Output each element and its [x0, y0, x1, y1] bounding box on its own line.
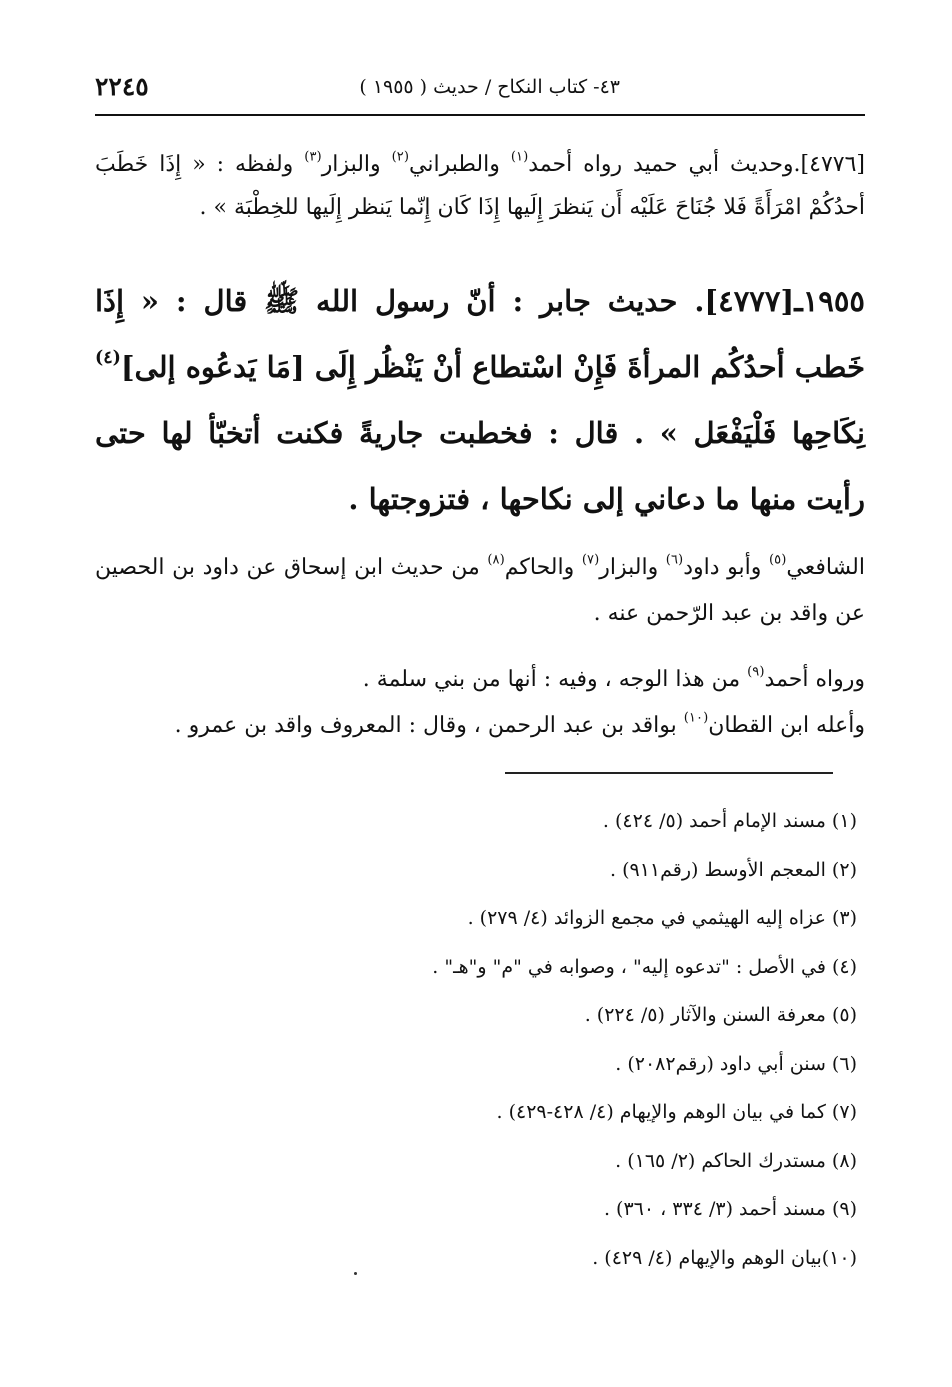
- para1-text-d: ولفظه : « إِذَا خَطَبَ أحدُكُمْ امْرَأَةً فَلا جُنَاحَ عَلَيْه أَن يَنظرَ إِلَيها إِذَا كَان إِنّما يَنظر إِلَيها للخِطْبَة » .: [95, 152, 865, 220]
- paragraph-abu-humaid: [95, 143, 865, 229]
- footnote-ref-8[interactable]: (٨): [487, 552, 505, 568]
- para4-text-b: بواقد بن عبد الرحمن ، وقال : المعروف واقد بن عمرو .: [174, 713, 684, 738]
- para3-text-b: من هذا الوجه ، وفيه : أنها من بني سلمة .: [362, 667, 748, 692]
- footnote-10: (١٠)بيان الوهم والإيهام (٤/ ٤٢٩) .: [592, 1246, 857, 1269]
- header-rule: [95, 114, 865, 116]
- footnote-separator: [505, 772, 833, 774]
- para1-text-c: والبزار: [321, 152, 392, 177]
- footnote-7: (٧) كما في بيان الوهم والإيهام (٤/ ٤٢٨-٤٢٩) .: [496, 1101, 857, 1123]
- footnote-ref-6[interactable]: (٦): [665, 552, 684, 568]
- footnote-ref-7[interactable]: (٧): [581, 552, 600, 568]
- footnote-6: (٦) سنن أبي داود (رقم٢٠٨٢) .: [615, 1052, 857, 1075]
- footnote-4: (٤) في الأصل : "تدعوه إليه" ، وصوابه في "م" و"هـ" .: [432, 955, 857, 978]
- footnote-ref-2[interactable]: (٢): [391, 149, 410, 165]
- para1-text-b: والطبراني: [409, 152, 511, 177]
- para2-text-b: وأبو داود: [683, 555, 769, 580]
- footnote-ref-1[interactable]: (١): [510, 149, 529, 165]
- footnote-5: (٥) معرفة السنن والآثار (٥/ ٢٢٤) .: [584, 1004, 857, 1026]
- footnotes-list: [157, 797, 857, 1282]
- hadith-text-a: ١٩٥٥ـ[٤٧٧٧]. حديث جابر : أنّ رسول الله ﷺ قال : « إِذَا خَطب أحدُكُم المرأةَ فَإِنْ اسْتطاع أنْ يَنْظُر إِلَى [مَا يَدعُوه إلى]: [95, 284, 865, 384]
- footnote-ref-9[interactable]: (٩): [747, 664, 765, 680]
- para2-text-a: الشافعي: [786, 555, 866, 580]
- footnote-3: (٣) عزاه إليه الهيثمي في مجمع الزوائد (٤/ ٢٧٩) .: [467, 907, 857, 929]
- para2-text-d: والحاكم: [504, 555, 582, 580]
- page-number: ٢٢٤٥: [95, 72, 149, 101]
- hadith-text-b: نِكَاحِها فَلْيَفْعَل » . قال : فخطبت جاريةً فكنت أتخبّأ لها حتى رأيت منها ما دعاني إلى نكاحها ، فتزوجتها .: [95, 416, 865, 516]
- footnote-ref-3[interactable]: (٣): [304, 149, 322, 165]
- footnote-1: (١) مسند الإمام أحمد (٥/ ٤٢٤) .: [602, 810, 857, 832]
- footnote-2: (٢) المعجم الأوسط (رقم٩١١) .: [610, 858, 857, 881]
- footnote-8: (٨) مستدرك الحاكم (٢/ ١٦٥) .: [615, 1149, 857, 1172]
- paragraph-ibn-qattan: [95, 706, 865, 746]
- para2-text-e: من حديث ابن إسحاق عن داود بن الحصين عن واقد بن عبد الرّحمن عنه .: [95, 555, 865, 626]
- print-speck: [354, 1272, 357, 1275]
- paragraph-sources: [95, 545, 865, 637]
- page-header: [95, 70, 865, 114]
- hadith-jabir: [95, 268, 865, 532]
- footnote-ref-4[interactable]: (٤): [95, 348, 121, 369]
- running-title: ٤٣- كتاب النكاح / حديث ( ١٩٥٥ ): [359, 76, 620, 98]
- para4-text-a: وأعله ابن القطان: [708, 713, 865, 738]
- paragraph-ahmad: [95, 660, 865, 700]
- para3-text-a: ورواه أحمد: [764, 667, 865, 692]
- para2-text-c: والبزار: [599, 555, 666, 580]
- footnote-ref-10[interactable]: (١٠): [683, 710, 709, 726]
- footnote-9: (٩) مسند أحمد (٣/ ٣٣٤ ، ٣٦٠) .: [603, 1198, 857, 1220]
- footnote-ref-5[interactable]: (٥): [768, 552, 787, 568]
- para1-text-a: [٤٧٧٦].وحديث أبي حميد رواه أحمد: [528, 152, 865, 177]
